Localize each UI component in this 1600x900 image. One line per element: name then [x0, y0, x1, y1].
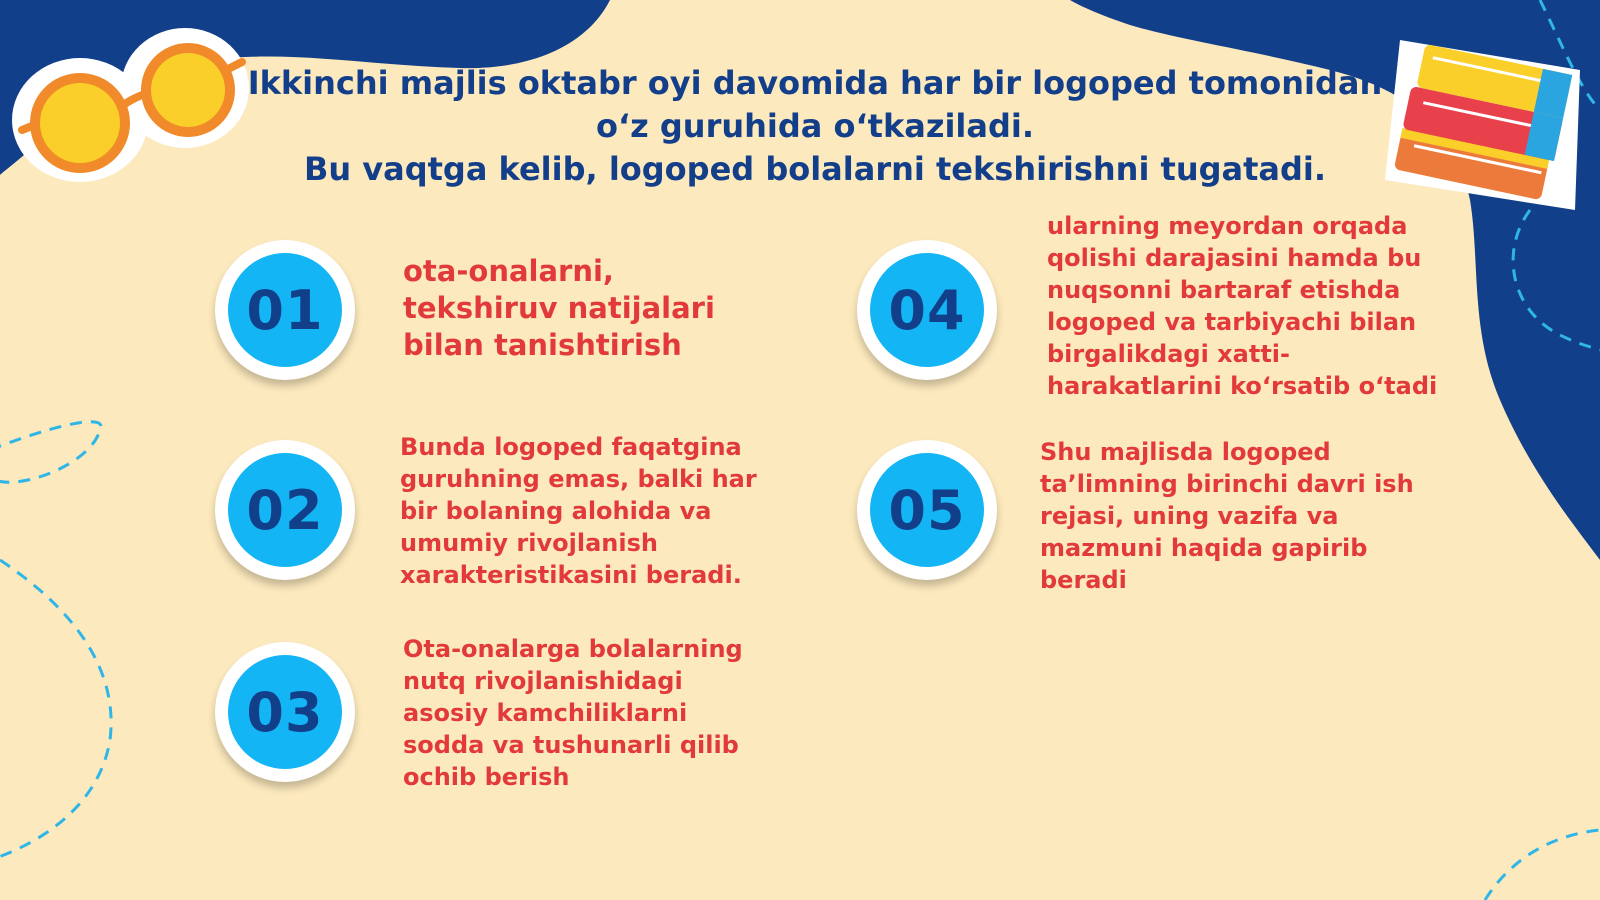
badge-number: 04 [870, 253, 984, 367]
item-text-04: ularning meyordan orqada qolishi darajasini hamda bu nuqsonni bartaraf etishda logoped va tarbiyachi bilan birgalikdagi xatti-harakatlarini ko‘rsatib o‘tadi [1047, 212, 1438, 400]
title-line-1: Ikkinchi majlis oktabr oyi davomida har bir logoped tomonidan [247, 64, 1383, 102]
item-text-02: Bunda logoped faqatgina guruhning emas, balki har bir bolaning alohida va umumiy rivojlanish xarakteristikasini beradi. [400, 433, 757, 589]
number-badge-05 [857, 440, 997, 580]
badge-number: 03 [228, 655, 342, 769]
number-badge-04 [857, 240, 997, 380]
item-text-03: Ota-onalarga bolalarning nutq rivojlanishidagi asosiy kamchiliklarni sodda va tushunarli qilib ochib berish [403, 635, 743, 791]
title-line-3: Bu vaqtga kelib, logoped bolalarni tekshirishni tugatadi. [303, 150, 1327, 188]
item-text-01: ota-onalarni, tekshiruv natijalari bilan tanishtirish [403, 254, 715, 362]
badge-number: 05 [870, 453, 984, 567]
badge-number: 01 [228, 253, 342, 367]
title-line-2: o‘z guruhida o‘tkaziladi. [595, 107, 1035, 145]
badge-number: 02 [228, 453, 342, 567]
number-badge-02 [215, 440, 355, 580]
item-text-05: Shu majlisda logoped ta’limning birinchi davri ish rejasi, uning vazifa va mazmuni haqida gapirib beradi [1040, 438, 1414, 594]
number-badge-01 [215, 240, 355, 380]
number-badge-03 [215, 642, 355, 782]
page-title [200, 62, 1430, 191]
